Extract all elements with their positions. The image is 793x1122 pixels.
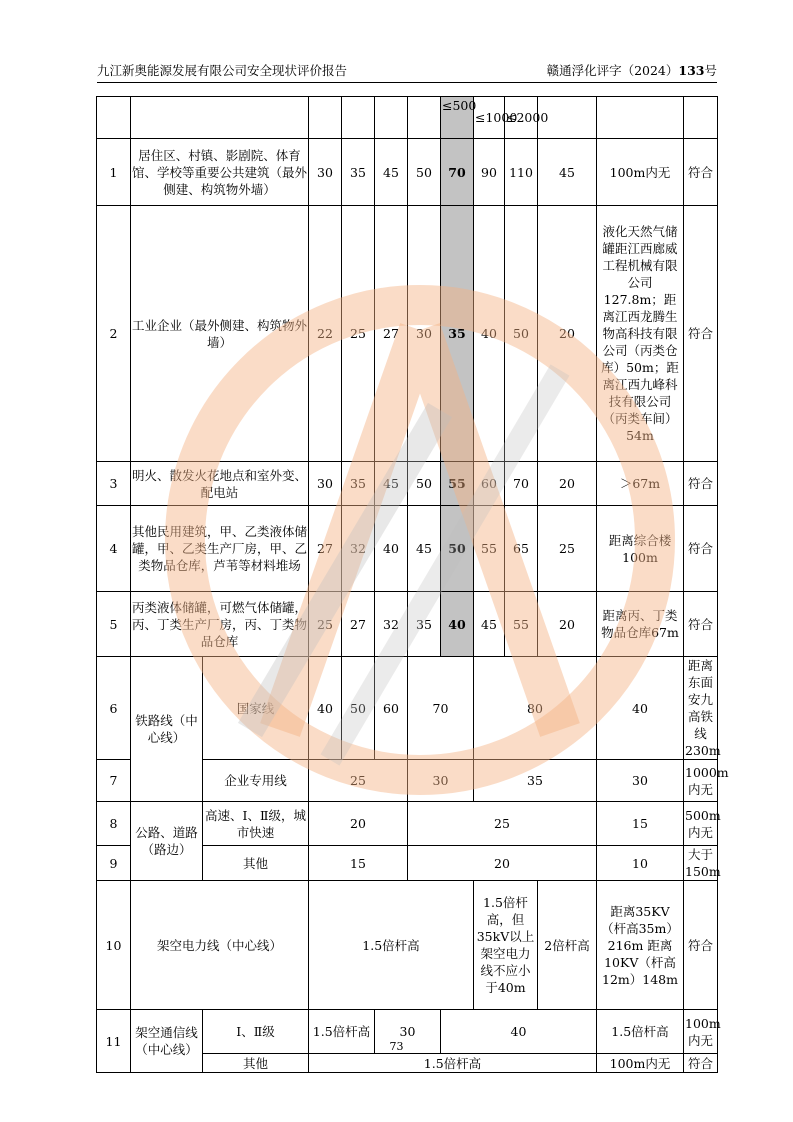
cell: 27 [309,506,342,592]
cell: 35 [474,760,597,802]
cell: 35 [342,462,375,506]
table-row [97,592,718,657]
table-row [97,802,718,846]
cell-highlight: 40 [441,592,474,657]
cell: 45 [474,592,505,657]
cell: 15 [309,846,408,881]
row-no: 2 [97,206,131,462]
actual-distance: 液化天然气储罐距江西廊威工程机械有限公司127.8m；距离江西龙腾生物高科技有限公司（丙类仓库）50m；距离江西九峰科技有限公司（丙类车间）54m [597,206,684,462]
cell: 25 [538,506,597,592]
cell: 45 [408,506,441,592]
cell: 45 [375,139,408,206]
cell: 50 [408,462,441,506]
row-no: 5 [97,592,131,657]
cell: 1.5倍杆高，但35kV以上架空电力线不应小于40m [474,881,538,1010]
row-no: 6 [97,657,131,760]
actual-distance: 100m内无 [684,1010,718,1054]
cell: 22 [309,206,342,462]
cell: 32 [342,506,375,592]
report-title: 九江新奥能源发展有限公司安全现状评价报告 [97,63,348,78]
cap-le-500: ≤500 [441,97,474,139]
cell-highlight: 50 [441,506,474,592]
actual-distance: 大于150m [685,847,721,879]
report-number-suffix: 号 [704,63,717,78]
cell: 45 [538,139,597,206]
cell: 25 [309,760,408,802]
cell: 35 [342,139,375,206]
row-no: 9 [97,846,131,881]
group-label: 铁路线（中心线） [131,657,203,802]
actual-distance: 100m内无 [597,139,684,206]
cell: 45 [375,462,408,506]
cell: 80 [474,657,597,760]
cell: 65 [505,506,538,592]
row-no: 7 [97,760,131,802]
actual-distance: ＞67m [597,462,684,506]
cell-highlight: 55 [441,462,474,506]
cell: 10 [597,846,684,881]
row-name: 居住区、村镇、影剧院、体育馆、学校等重要公共建筑（最外侧建、构筑物外墙） [131,139,309,206]
group-label: 架空通信线（中心线） [131,1010,203,1073]
row-subname: 国家线 [203,657,309,760]
row-name: 明火、散发火花地点和室外变、配电站 [131,462,309,506]
row-no: 11 [97,1010,131,1073]
cell: 25 [342,206,375,462]
cell: 40 [441,1010,597,1054]
row-name: 丙类液体储罐，可燃气体储罐，丙、丁类生产厂房，丙、丁类物品仓库 [131,592,309,657]
group-label: 公路、道路（路边） [131,802,203,881]
row-no: 10 [97,881,131,1010]
cell: 40 [474,206,505,462]
cell: 20 [538,462,597,506]
cell: 27 [375,206,408,462]
row-name: 架空电力线（中心线） [131,881,309,1010]
cell: 40 [597,657,684,760]
report-number-prefix: 赣通浮化评字（2024） [546,63,679,78]
table-subheader-row [97,97,718,139]
row-name: 其他民用建筑，甲、乙类液体储罐，甲、乙类生产厂房，甲、乙类物品仓库，芦苇等材料堆场 [131,506,309,592]
cell: 27 [342,592,375,657]
report-number-value: 133 [678,63,705,78]
cell: 32 [375,592,408,657]
cell: 55 [474,506,505,592]
cell: 1.5倍杆高 [309,1010,375,1054]
cell: 90 [474,139,505,206]
cell: 1.5倍杆高 [597,1010,684,1054]
row-subname: 企业专用线 [203,760,309,802]
cell: 20 [538,592,597,657]
result: 符合 [684,206,718,462]
cell: 60 [375,657,408,760]
row-no: 8 [97,802,131,846]
cell: 30 [597,760,684,802]
distance-table [96,96,729,1073]
cell: 2倍杆高 [538,881,597,1010]
cell: 70 [505,462,538,506]
cap-le-1000: ≤1000 [474,97,505,139]
cap-le-2000: ≤2000 [505,97,538,139]
cell: 20 [538,206,597,462]
actual-distance: 距离综合楼100m [597,506,684,592]
cell: 40 [375,506,408,592]
cell: 20 [408,846,597,881]
cell: 40 [309,657,342,760]
cell: 30 [309,462,342,506]
row-no: 1 [97,139,131,206]
cell: 25 [408,802,597,846]
cell: 30 [375,1010,441,1054]
row-subname: Ⅰ、Ⅱ级 [203,1010,309,1054]
row-subname: 其他 [203,846,309,881]
actual-distance: 距离东面安九高铁线230m [685,658,721,758]
result: 符合 [684,462,718,506]
row-name: 工业企业（最外侧建、构筑物外墙） [131,206,309,462]
cell-highlight: 35 [441,206,474,462]
table-row [97,206,718,462]
cell: 30 [408,206,441,462]
result: 符合 [684,506,718,592]
cell: 20 [309,802,408,846]
actual-distance: 500m内无 [684,802,718,846]
row-subname: 高速、Ⅰ、Ⅱ级，城市快速 [203,802,309,846]
cell: 60 [474,462,505,506]
table-row [97,881,718,1010]
actual-distance: 1000m内无 [684,760,718,802]
cell: 70 [408,657,474,760]
cell: 35 [408,592,441,657]
row-no: 3 [97,462,131,506]
result: 符合 [684,139,718,206]
cell-highlight: 70 [441,139,474,206]
cell: 1.5倍杆高 [309,1054,597,1073]
report-number [547,61,717,79]
cell: 50 [342,657,375,760]
result: 符合 [684,1054,718,1073]
cell: 50 [408,139,441,206]
actual-distance: 距离35KV（杆高35m）216m 距离10KV（杆高12m）148m [597,881,684,1010]
table-row [97,139,718,206]
cell: 50 [505,206,538,462]
actual-distance: 距离丙、丁类物品仓库67m [597,592,684,657]
page-header [97,62,717,83]
cell: 15 [597,802,684,846]
cell: 25 [309,592,342,657]
row-subname: 其他 [203,1054,309,1073]
cell: 55 [505,592,538,657]
table-row [97,462,718,506]
row-no: 4 [97,506,131,592]
actual-distance: 100m内无 [597,1054,684,1073]
result: 符合 [684,881,718,1010]
page-number: 73 [389,1040,404,1053]
cell: 30 [309,139,342,206]
table-row [97,657,718,760]
table-row [97,506,718,592]
result: 符合 [684,592,718,657]
cell: 1.5倍杆高 [309,881,474,1010]
cell: 30 [408,760,474,802]
cell: 110 [505,139,538,206]
